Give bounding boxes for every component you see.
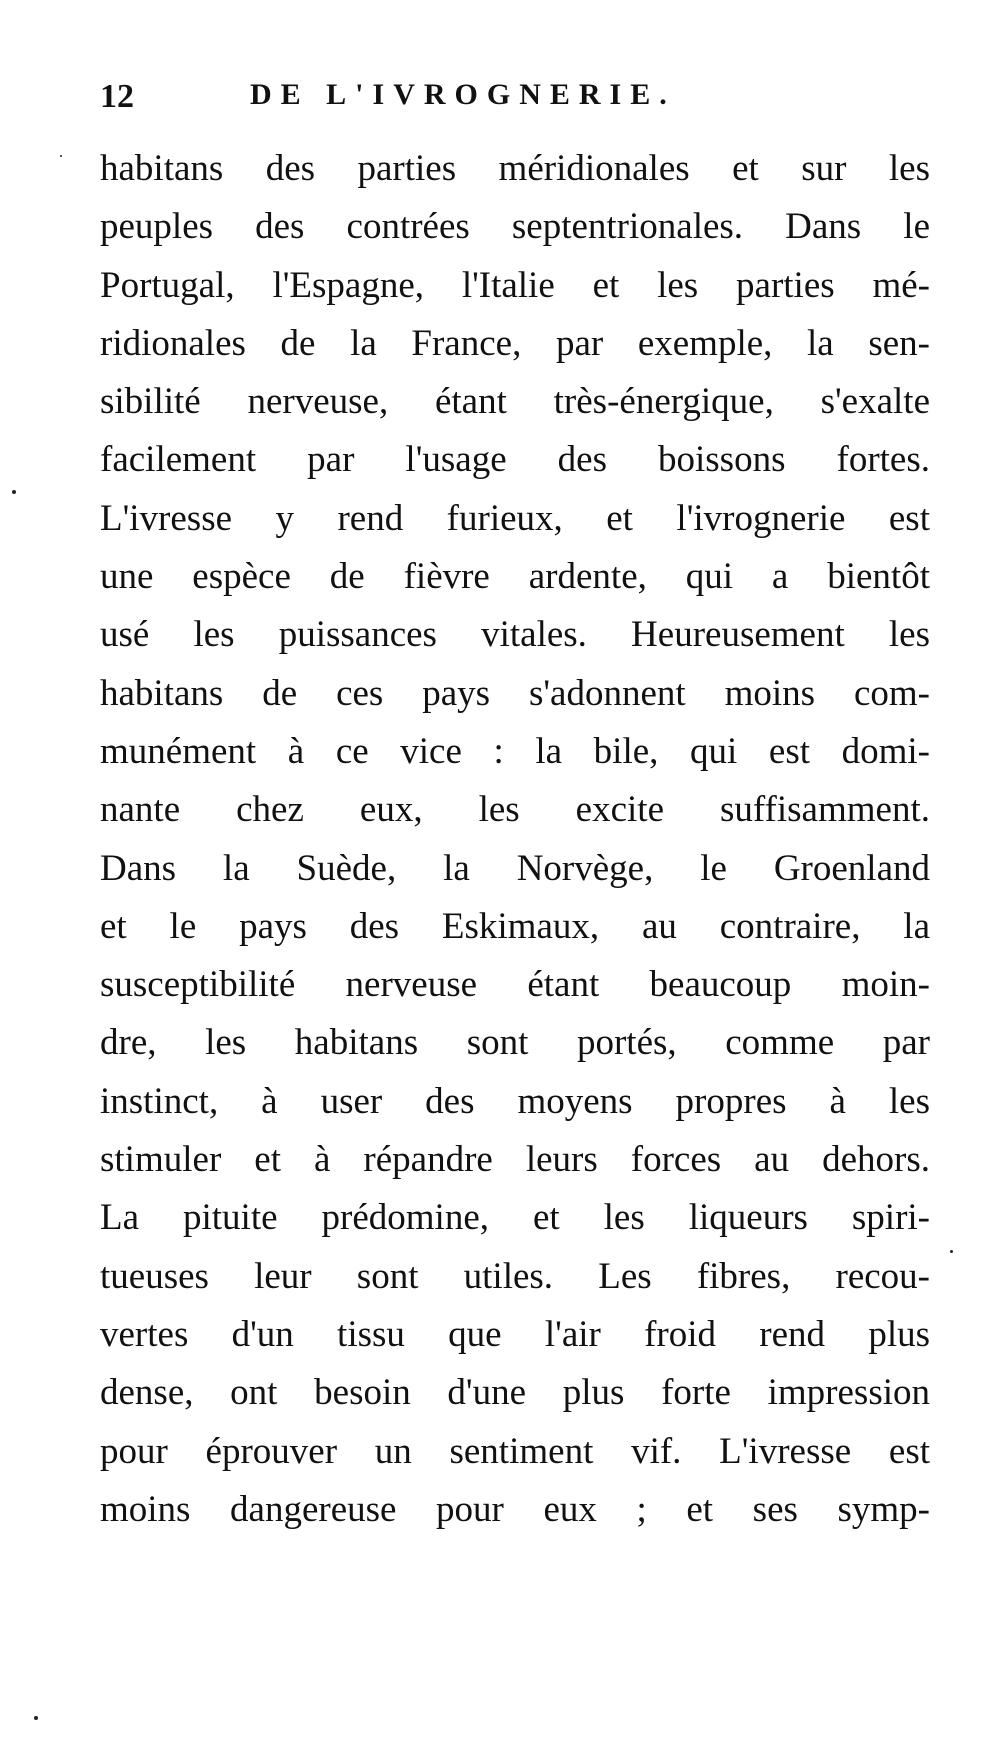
ink-speck — [34, 1716, 38, 1720]
text-line: munément à ce vice : la bile, qui est domi- — [100, 730, 930, 772]
text-line: facilement par l'usage des boissons fortes. — [100, 439, 930, 481]
running-head — [100, 78, 930, 128]
text-line: ridionales de la France, par exemple, la sen- — [100, 322, 930, 364]
text-line: une espèce de fièvre ardente, qui a bientôt — [100, 556, 930, 598]
text-line: dre, les habitans sont portés, comme par — [100, 1022, 930, 1064]
text-line: dense, ont besoin d'une plus forte impression — [100, 1372, 930, 1414]
text-line: usé les puissances vitales. Heureusement les — [100, 614, 930, 656]
text-line: instinct, à user des moyens propres à les — [100, 1080, 930, 1122]
text-line: Dans la Suède, la Norvège, le Groenland — [100, 847, 930, 889]
text-line: stimuler et à répandre leurs forces au dehors. — [100, 1139, 930, 1181]
text-line: moins dangereuse pour eux ; et ses symp- — [100, 1488, 930, 1530]
text-line: vertes d'un tissu que l'air froid rend plus — [100, 1313, 930, 1355]
text-line: habitans des parties méridionales et sur les — [100, 148, 930, 189]
text-line: peuples des contrées septentrionales. Dans le — [100, 206, 930, 248]
ink-speck — [950, 1250, 953, 1253]
body-text — [100, 140, 930, 1539]
text-line: La pituite prédomine, et les liqueurs spiri- — [100, 1197, 930, 1239]
ink-speck — [60, 155, 62, 157]
text-line: susceptibilité nerveuse étant beaucoup moin- — [100, 964, 930, 1006]
text-line: habitans de ces pays s'adonnent moins com- — [100, 672, 930, 714]
text-line: nante chez eux, les excite suffisamment. — [100, 789, 930, 831]
text-line: et le pays des Eskimaux, au contraire, la — [100, 905, 930, 947]
text-line: Portugal, l'Espagne, l'Italie et les parties mé- — [100, 264, 930, 306]
text-line: L'ivresse y rend furieux, et l'ivrognerie est — [100, 497, 930, 539]
running-title: DE L'IVROGNERIE. — [250, 78, 676, 111]
text-line: sibilité nerveuse, étant très-énergique, s'exalte — [100, 381, 930, 423]
text-line: tueuses leur sont utiles. Les fibres, recou- — [100, 1255, 930, 1297]
page-number: 12 — [100, 78, 134, 115]
text-line: pour éprouver un sentiment vif. L'ivresse est — [100, 1430, 930, 1472]
ink-speck — [12, 490, 16, 494]
